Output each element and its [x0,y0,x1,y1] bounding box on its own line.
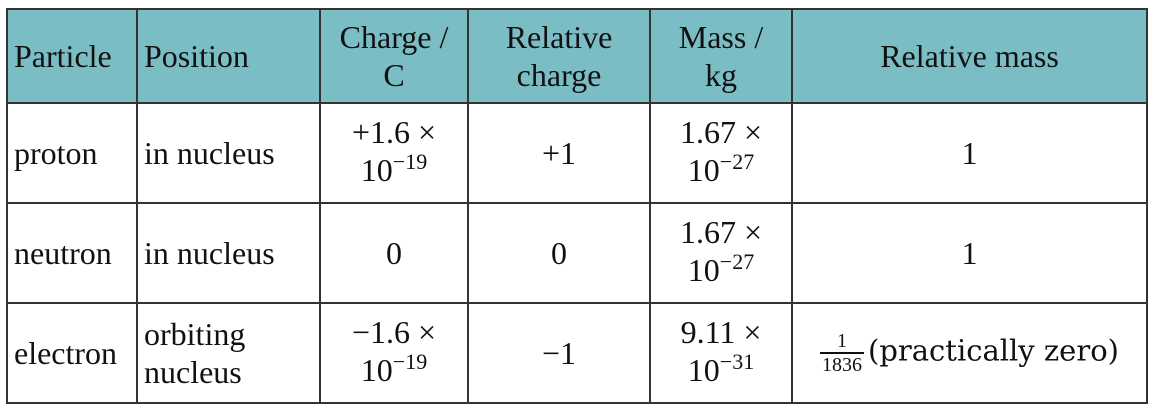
header-mass-kg [650,9,792,103]
header-mass-kg-line2: kg [705,57,737,93]
mass-mantissa: 1.67 × [679,114,763,150]
position-line1: orbiting [144,316,246,352]
mass-mantissa: 9.11 × [680,314,762,350]
fraction-denominator: 1836 [822,354,863,376]
mass-exponent: −27 [719,249,755,274]
mass-mantissa: 1.67 × [679,214,763,250]
header-relative-charge-line1: Relative [505,19,613,55]
charge-exponent: −19 [392,149,428,174]
cell-mass [650,103,792,203]
cell-relative-charge: −1 [468,303,650,403]
cell-mass [650,203,792,303]
cell-particle: electron [7,303,137,403]
cell-mass [650,303,792,403]
cell-particle: neutron [7,203,137,303]
cell-relative-charge: 0 [468,203,650,303]
mass-base: 10 [687,252,720,288]
charge-base: 10 [360,352,393,388]
header-charge-c-line2: C [383,57,405,93]
header-row [7,9,1147,103]
cell-charge: 0 [320,203,468,303]
header-charge-c [320,9,468,103]
relative-mass-note: (practically zero) [868,333,1119,368]
header-relative-charge-line2: charge [516,57,602,93]
fraction [820,330,864,376]
header-position: Position [137,9,320,103]
charge-exponent: −19 [392,349,428,374]
cell-position [137,303,320,403]
header-mass-kg-line1: Mass / [678,19,764,55]
mass-base: 10 [687,352,720,388]
table-row-neutron [7,203,1147,303]
cell-position: in nucleus [137,103,320,203]
cell-position: in nucleus [137,203,320,303]
header-particle: Particle [7,9,137,103]
charge-mantissa: −1.6 × [351,314,437,350]
mass-exponent: −31 [719,349,755,374]
subatomic-particles-table [6,8,1148,404]
table-row-electron [7,303,1147,403]
cell-relative-charge: +1 [468,103,650,203]
cell-charge [320,303,468,403]
cell-relative-mass: 1 [792,203,1147,303]
position-line2: nucleus [144,354,242,390]
cell-relative-mass: 1 [792,103,1147,203]
fraction-numerator: 1 [837,330,848,352]
table-container [6,8,1148,404]
mass-base: 10 [687,152,720,188]
charge-mantissa: +1.6 × [351,114,437,150]
cell-charge [320,103,468,203]
charge-base: 10 [360,152,393,188]
cell-particle: proton [7,103,137,203]
mass-exponent: −27 [719,149,755,174]
header-relative-charge [468,9,650,103]
table-row-proton [7,103,1147,203]
cell-relative-mass [792,303,1147,403]
header-charge-c-line1: Charge / [339,19,449,55]
header-relative-mass: Relative mass [792,9,1147,103]
